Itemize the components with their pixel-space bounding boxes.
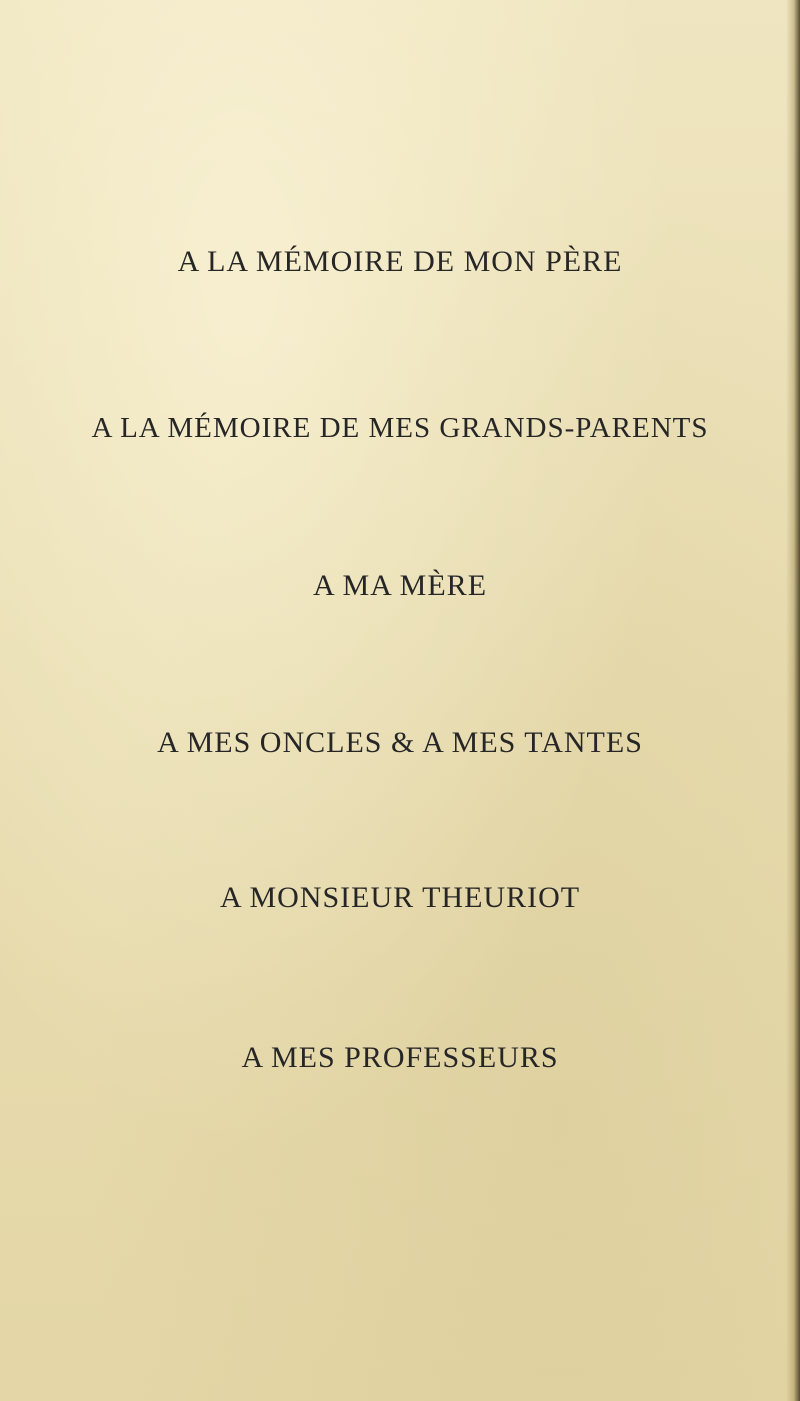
- dedication-uncles-aunts: A MES ONCLES & A MES TANTES: [157, 726, 643, 759]
- dedication-professors: A MES PROFESSEURS: [241, 1041, 559, 1074]
- page-edge-shadow: [786, 0, 800, 1401]
- dedication-mother: A MA MÈRE: [312, 569, 488, 602]
- dedication-grandparents: A LA MÉMOIRE DE MES GRANDS-PARENTS: [91, 412, 709, 444]
- dedication-monsieur-theuriot: A MONSIEUR THEURIOT: [219, 881, 581, 914]
- dedication-father: A LA MÉMOIRE DE MON PÈRE: [177, 245, 623, 278]
